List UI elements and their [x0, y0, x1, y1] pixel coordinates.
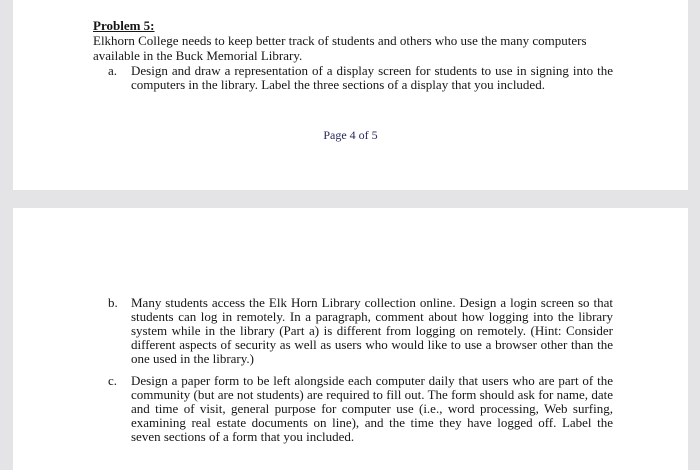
document-page-top: [13, 0, 688, 190]
problem-intro: Elkhorn College needs to keep better track of students and others who use the many computers available in the Buck Memorial Library.: [93, 33, 587, 63]
problem-heading: Problem 5:: [93, 18, 155, 33]
question-item-b: [108, 296, 613, 366]
item-text: Many students access the Elk Horn Library collection online. Design a login screen so that students can log in remotely. In a paragraph, comment about how logging into the library system while in the library (Part a) is different from logging on remotely. (Hint: Consider different aspects of security as well as users who would like to use a browser other than the one used in the library.): [131, 295, 613, 366]
document-page-bottom: [13, 208, 688, 470]
item-letter: c.: [108, 373, 118, 388]
item-letter: b.: [108, 295, 118, 310]
item-letter: a.: [108, 63, 118, 78]
item-text: Design and draw a representation of a display screen for students to use in signing into the computers in the library. Label the three sections of a display that you included.: [131, 63, 613, 92]
page-number: Page 4 of 5: [323, 128, 378, 142]
question-item-a: [108, 64, 613, 92]
question-item-c: [108, 374, 613, 444]
item-text: Design a paper form to be left alongside each computer daily that users who are part of the community (but are not students) are required to fill out. The form should ask for name, date and time of visit, general purpose for computer use (i.e., word processing, Web surfing, examining real estate documents on line), and the time they have logged off. Label the seven sections of a form that you included.: [131, 373, 613, 444]
